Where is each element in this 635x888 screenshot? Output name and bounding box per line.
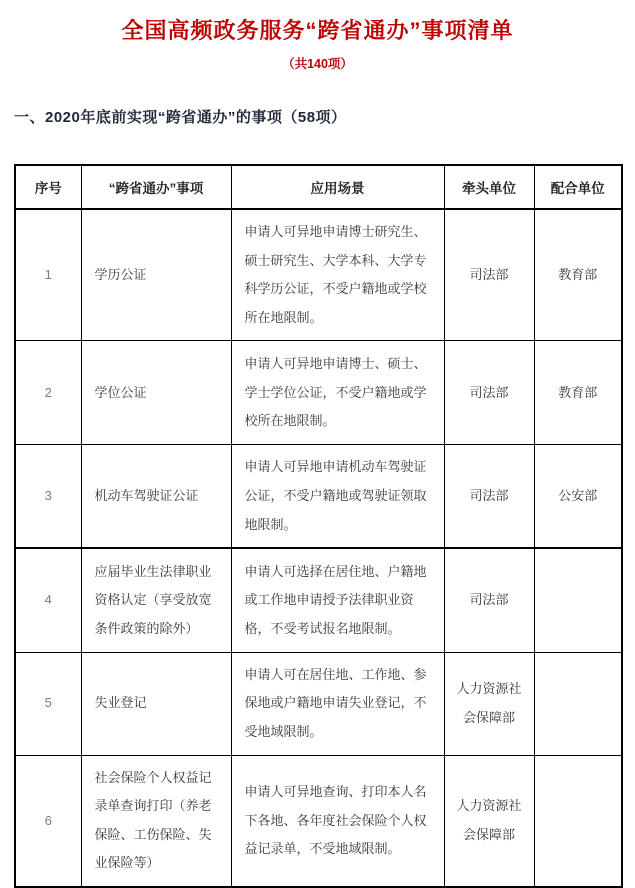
- table-header-row: [15, 165, 622, 209]
- row-lead-unit: 司法部: [444, 445, 534, 548]
- section-heading: 一、2020年底前实现“跨省通办”的事项（58项）: [14, 109, 347, 126]
- row-item: 社会保险个人权益记录单查询打印（养老保险、工伤保险、失业保险等）: [81, 755, 231, 887]
- row-scenario: 申请人可异地申请博士、硕士、学士学位公证，不受户籍地或学校所在地限制。: [231, 341, 444, 445]
- items-table: [14, 164, 623, 888]
- header-no: 序号: [15, 165, 81, 209]
- row-support-unit: [534, 755, 622, 887]
- row-scenario: 申请人可选择在居住地、户籍地或工作地申请授予法律职业资格，不受考试报名地限制。: [231, 548, 444, 652]
- row-lead-unit: 司法部: [444, 209, 534, 341]
- row-number: 2: [15, 341, 81, 445]
- row-number: 6: [15, 755, 81, 887]
- page-title: 全国高频政务服务“跨省通办”事项清单: [121, 18, 514, 43]
- row-item: 机动车驾驶证公证: [81, 445, 231, 548]
- row-number: 3: [15, 445, 81, 548]
- row-support-unit: [534, 548, 622, 652]
- row-lead-unit: 人力资源社会保障部: [444, 652, 534, 755]
- row-lead-unit: 司法部: [444, 341, 534, 445]
- row-support-unit: [534, 652, 622, 755]
- header-scenario: 应用场景: [231, 165, 444, 209]
- row-lead-unit: 人力资源社会保障部: [444, 755, 534, 887]
- table-row: [15, 341, 622, 445]
- row-item: 失业登记: [81, 652, 231, 755]
- row-support-unit: 公安部: [534, 445, 622, 548]
- row-number: 4: [15, 548, 81, 652]
- row-item: 应届毕业生法律职业资格认定（享受放宽条件政策的除外）: [81, 548, 231, 652]
- row-scenario: 申请人可异地申请博士研究生、硕士研究生、大学本科、大学专科学历公证，不受户籍地或学校所在地限制。: [231, 209, 444, 341]
- row-number: 5: [15, 652, 81, 755]
- row-support-unit: 教育部: [534, 341, 622, 445]
- header-item: “跨省通办”事项: [81, 165, 231, 209]
- page-subtitle: （共140项）: [282, 57, 353, 71]
- table-row: [15, 209, 622, 341]
- row-support-unit: 教育部: [534, 209, 622, 341]
- table-row: [15, 548, 622, 652]
- header-support-unit: 配合单位: [534, 165, 622, 209]
- table-row: [15, 652, 622, 755]
- row-number: 1: [15, 209, 81, 341]
- row-item: 学历公证: [81, 209, 231, 341]
- row-item: 学位公证: [81, 341, 231, 445]
- row-lead-unit: 司法部: [444, 548, 534, 652]
- table-row: [15, 445, 622, 548]
- header-lead-unit: 牵头单位: [444, 165, 534, 209]
- row-scenario: 申请人可在居住地、工作地、参保地或户籍地申请失业登记，不受地域限制。: [231, 652, 444, 755]
- row-scenario: 申请人可异地查询、打印本人名下各地、各年度社会保险个人权益记录单，不受地域限制。: [231, 755, 444, 887]
- row-scenario: 申请人可异地申请机动车驾驶证公证，不受户籍地或驾驶证领取地限制。: [231, 445, 444, 548]
- table-row: [15, 755, 622, 887]
